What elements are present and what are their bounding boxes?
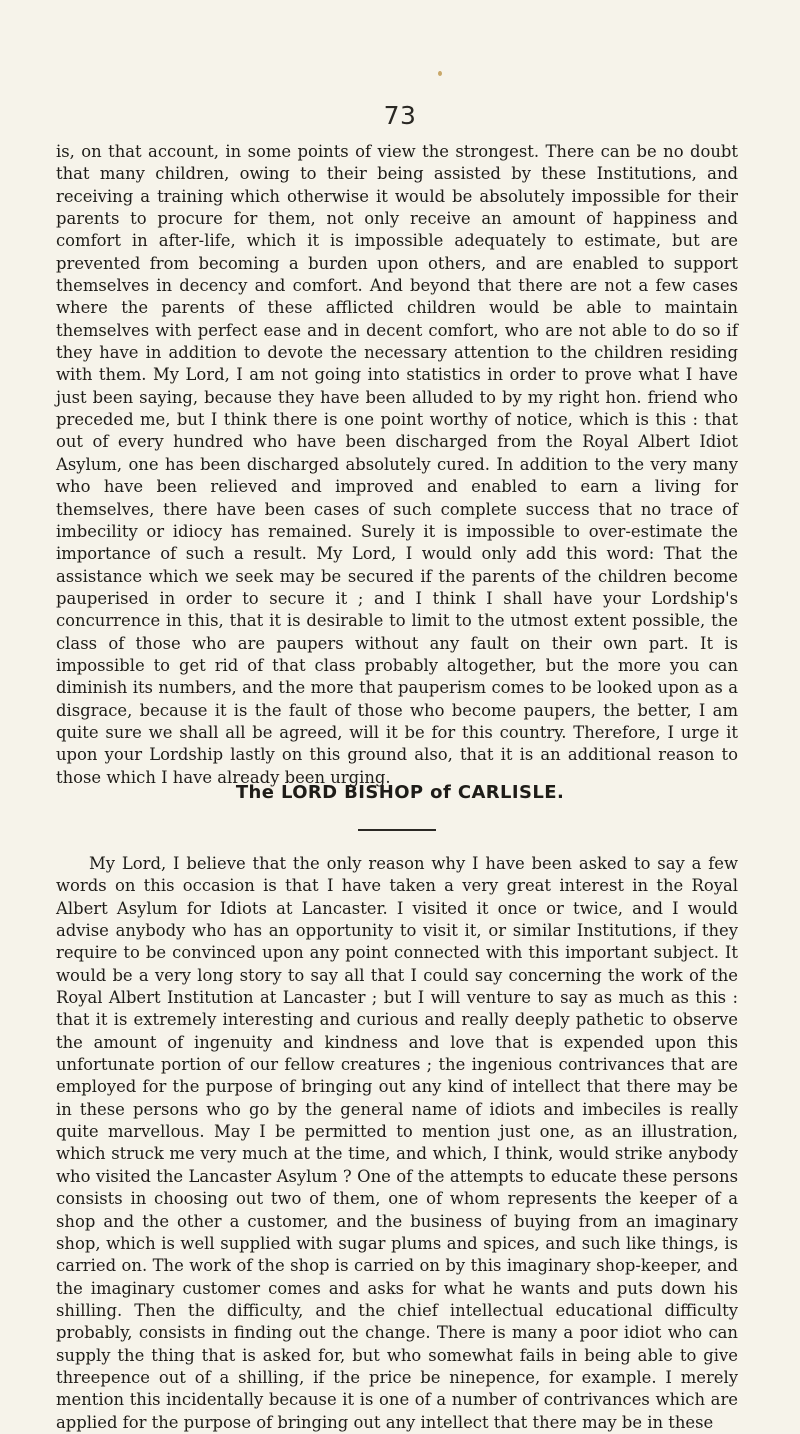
body-paragraph-1: is, on that account, in some points of view the strongest. There can be no doubt that many children, owing to their being assisted by these Institutions, and receiving a training which otherwise it would be absolutely impossible for their parents to procure for them, not only receive an amount of happiness and comfort in after-life, which it is impossible adequately to estimate, but are prevented from becoming a burden upon others, and are enabled to support themselves in decency and comfort. And beyond that there are not a few cases where the parents of these afflicted children would be able to maintain themselves with perfect ease and in decent comfort, who are not able to do so if they have in addition to devote the necessary attention to the children residing with them. My Lord, I am not going into statistics in order to prove what I have just been saying, because they have been alluded to by my right hon. friend who preceded me, but I think there is one point worthy of notice, which is this : that out of every hundred who have been discharged from the Royal Albert Idiot Asylum, one has been discharged absolutely cured. In addition to the very many who have been relieved and improved and enabled to earn a living for themselves, there have been cases of such complete success that no trace of imbecility or idiocy has remained. Surely it is impossible to over-estimate the importance of such a result. My Lord, I would only add this word: That the assistance which we seek may be secured if the parents of the children become pauperised in order to secure it ; and I think I shall have your Lordship's concurrence in this, that it is desirable to limit to the utmost extent possible, the class of those who are paupers without any fault on their own part. It is impossible to get rid of that class probably altogether, but the more you can diminish its numbers, and the more that pauperism comes to be looked upon as a disgrace, because it is the fault of those who become paupers, the better, I am quite sure we shall all be agreed, will it be for this country. Therefore, I urge it upon your Lordship lastly on this ground also, that it is an additional reason to those which I have already been urging. (56, 142, 738, 787)
speaker-heading: The LORD BISHOP of CARLISLE. (235, 782, 565, 803)
body-paragraph-2: My Lord, I believe that the only reason why I have been asked to say a few words on this occasion is that I have taken a very great interest in the Royal Albert Asylum for Idiots at Lancaster. I visited it once or twice, and I would advise anybody who has an opportunity to visit it, or similar Institutions, if they require to be convinced upon any point connected with this important subject. It would be a very long story to say all that I could say concerning the work of the Royal Albert Institution at Lancaster ; but I will venture to say as much as this : that it is extremely interesting and curious and really deeply pathetic to observe the amount of ingenuity and kindness and love that is expended upon this unfortunate portion of our fellow creatures ; the ingenious contrivances that are employed for the purpose of bringing out any kind of intellect that there may be in these persons who go by the general name of idiots and imbeciles is really quite marvellous. May I be permitted to mention just one, as an illustration, which struck me very much at the time, and which, I think, would strike anybody who visited the Lancaster Asylum ? One of the attempts to educate these persons consists in choosing out two of them, one of whom represents the keeper of a shop and the other a customer, and the business of buying from an imaginary shop, which is well supplied with sugar plums and spices, and such like things, is carried on. The work of the shop is carried on by this imaginary shop-keeper, and the imaginary customer comes and asks for what he wants and puts down his shilling. Then the difficulty, and the chief intellectual educational difficulty probably, consists in finding out the change. There is many a poor idiot who can supply the thing that is asked for, but who somewhat fails in being able to give threepence out of a shilling, if the price be ninepence, for example. I merely mention this incidentally because it is one of a number of contrivances which are applied for the purpose of bringing out any intellect that there may be in these (56, 854, 738, 1432)
ink-speck (438, 71, 442, 76)
page-number: 73 (383, 101, 417, 130)
heading-divider (358, 829, 436, 831)
